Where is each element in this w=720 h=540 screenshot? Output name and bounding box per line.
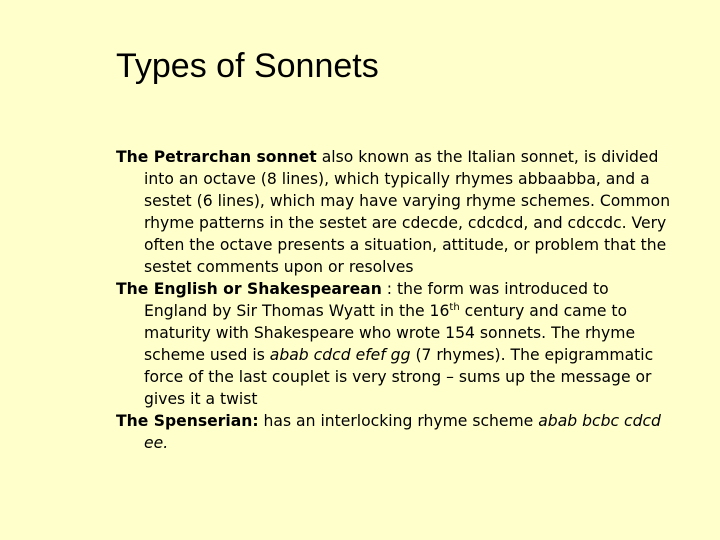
slide-title: Types of Sonnets — [116, 47, 379, 85]
spenserian-rhyme-scheme: abab bcbc cdcd ee. — [144, 412, 661, 452]
ordinal-suffix: th — [449, 302, 460, 313]
shakespearean-text-3: (7 rhymes). The epigrammatic force of the last couplet is very strong – sums up the message or gives it a twist — [144, 346, 654, 408]
shakespearean-paragraph — [116, 278, 676, 410]
petrarchan-paragraph — [116, 146, 676, 278]
spenserian-paragraph — [116, 410, 676, 454]
spenserian-term: The Spenserian: — [116, 412, 259, 430]
petrarchan-text: also known as the Italian sonnet, is divided into an octave (8 lines), which typically rhymes abbaabba, and a sestet (6 lines), which may have varying rhyme schemes. Common rhyme patterns in the sestet are cdecde, cdcdcd, and cdccdc. Very often the octave presents a situation, attitude, or problem that the sestet comments upon or resolves — [144, 148, 671, 276]
petrarchan-term: The Petrarchan sonnet — [116, 148, 317, 166]
shakespearean-text-2: century and came to maturity with Shakespeare who wrote 154 sonnets. The rhyme scheme used is — [144, 302, 636, 364]
shakespearean-rhyme-scheme: abab cdcd efef gg — [269, 346, 411, 364]
spenserian-text: has an interlocking rhyme scheme — [258, 412, 539, 430]
shakespearean-text-1: : the form was introduced to England by Sir Thomas Wyatt in the 16 — [144, 280, 609, 320]
slide-body — [116, 146, 676, 454]
shakespearean-term: The English or Shakespearean — [116, 280, 382, 298]
